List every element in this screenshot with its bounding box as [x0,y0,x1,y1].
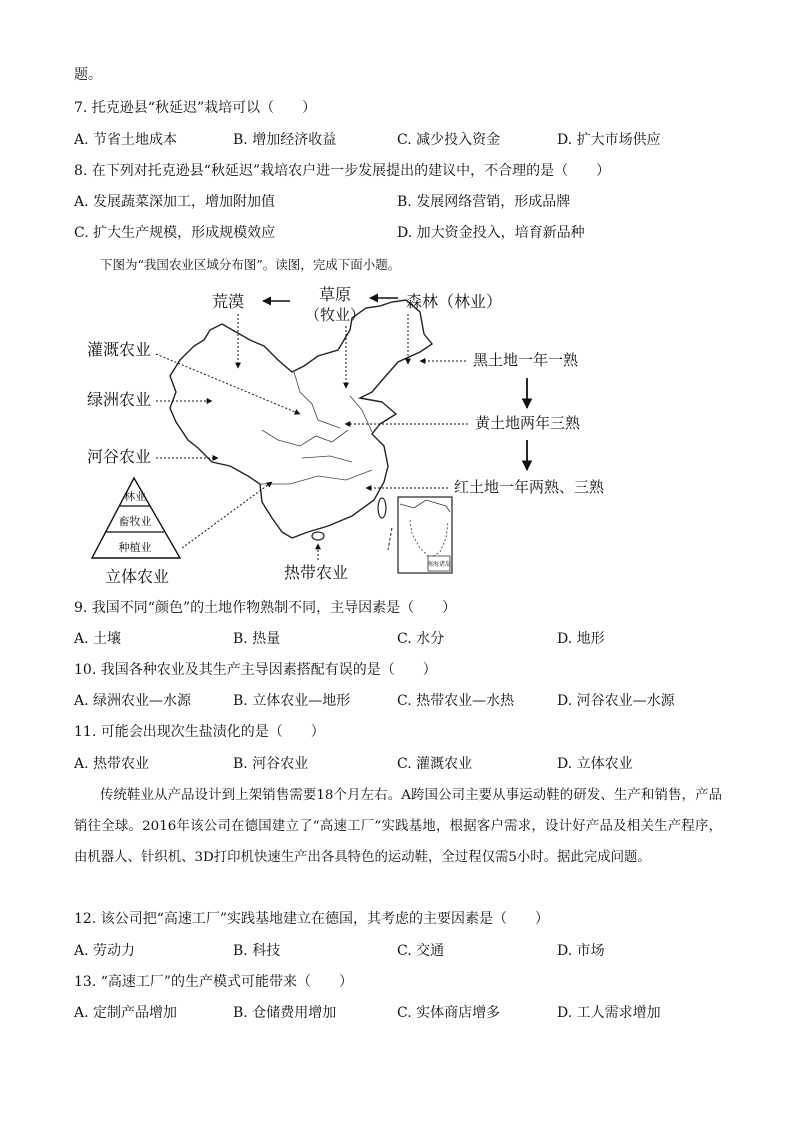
question-11-option-d: D. 立体农业 [557,756,633,772]
question-10-option-d: D. 河谷农业—水源 [557,693,675,709]
question-12-option-b: B. 科技 [233,943,281,959]
label-desert: 荒漠 [212,292,245,311]
pyramid-bottom-label: 种植业 [118,541,152,554]
label-tropical: 热带农业 [284,563,349,582]
question-8-option-d: D. 加大资金投入，培育新品种 [397,225,585,241]
question-13-option-b: B. 仓储费用增加 [233,1005,337,1021]
question-11-stem: 11. 可能会出现次生盐渍化的是（ ） [74,724,325,740]
hainan-island [312,532,324,540]
label-yellow-soil: 黄土地两年三熟 [475,414,581,432]
question-10-stem: 10. 我国各种农业及其生产主导因素搭配有误的是（ ） [74,662,437,678]
lead-fragment: 题。 [74,67,102,83]
label-vertical: 立体农业 [104,567,170,586]
question-9-option-b: B. 热量 [233,631,281,647]
label-grassland: 草原 [318,285,352,304]
china-outline [170,300,432,538]
map-inner-boundaries [260,372,372,484]
pyramid-mid-label: 畜牧业 [118,515,152,528]
figure-intro: 下图为“我国农业区域分布图”。读图，完成下面小题。 [100,257,401,272]
label-oasis: 绿洲农业 [87,390,152,409]
island-chain-dash [388,528,392,550]
question-7-option-b: B. 增加经济收益 [233,132,337,148]
label-grassland-sub: （牧业） [304,306,366,324]
label-valley: 河谷农业 [87,447,152,466]
question-7-option-a: A. 节省土地成本 [74,132,178,148]
label-irrigation: 灌溉农业 [87,340,152,359]
label-red-soil: 红土地一年两熟、三熟 [454,478,605,496]
label-black-soil: 黑土地一年一熟 [473,351,579,369]
question-10-option-b: B. 立体农业—地形 [233,693,351,709]
question-8-option-b: B. 发展网络营销，形成品牌 [397,194,571,210]
inset-label: 南海诸岛 [426,561,452,568]
question-7-stem: 7. 托克逊县“秋延迟”栽培可以（ ） [74,100,317,116]
question-8-option-a: A. 发展蔬菜深加工，增加附加值 [74,194,276,210]
question-12-option-a: A. 劳动力 [74,943,136,959]
question-13-option-d: D. 工人需求增加 [557,1005,661,1021]
question-11-option-a: A. 热带农业 [74,756,150,772]
question-8-option-c: C. 扩大生产规模，形成规模效应 [74,225,276,241]
question-9-stem: 9. 我国不同“颜色”的土地作物熟制不同，主导因素是（ ） [74,600,457,616]
question-11-option-b: B. 河谷农业 [233,756,309,772]
question-12-option-d: D. 市场 [557,943,605,959]
reading-passage [74,780,722,873]
question-8-stem: 8. 在下列对托克逊县“秋延迟”栽培农户进一步发展提出的建议中，不合理的是（ ） [74,163,611,179]
question-12-option-c: C. 交通 [397,943,445,959]
question-10-option-a: A. 绿洲农业—水源 [74,693,192,709]
question-9-option-d: D. 地形 [557,631,605,647]
pointer-vertical [182,482,272,548]
label-forest: 森林（林业） [406,292,503,311]
pyramid-top-label: 林业 [124,490,146,503]
question-11-option-c: C. 灌溉农业 [397,756,473,772]
question-9-option-a: A. 土壤 [74,631,122,647]
question-13-option-c: C. 实体商店增多 [397,1005,501,1021]
question-13-option-a: A. 定制产品增加 [74,1005,178,1021]
question-7-option-c: C. 减少投入资金 [397,132,501,148]
question-7-option-d: D. 扩大市场供应 [557,132,661,148]
question-12-stem: 12. 该公司把“高速工厂”实践基地建立在德国，其考虑的主要因素是（ ） [74,911,550,927]
question-10-option-c: C. 热带农业—水热 [397,693,515,709]
reading-passage-text: 传统鞋业从产品设计到上架销售需要18个月左右。A跨国公司主要从事运动鞋的研发、生产和销售，产品销往全球。2016年该公司在德国建立了“高速工厂”实践基地，根据客户需求，设计好产品及相关生产程序，由机器人、针织机、3D打印机快速生产出各具特色的运动鞋，全过程仅需5小时。据此完成问题。 [74,788,722,865]
taiwan-island [378,498,386,518]
question-13-stem: 13. “高速工厂”的生产模式可能带来（ ） [74,974,354,990]
question-9-option-c: C. 水分 [397,631,445,647]
